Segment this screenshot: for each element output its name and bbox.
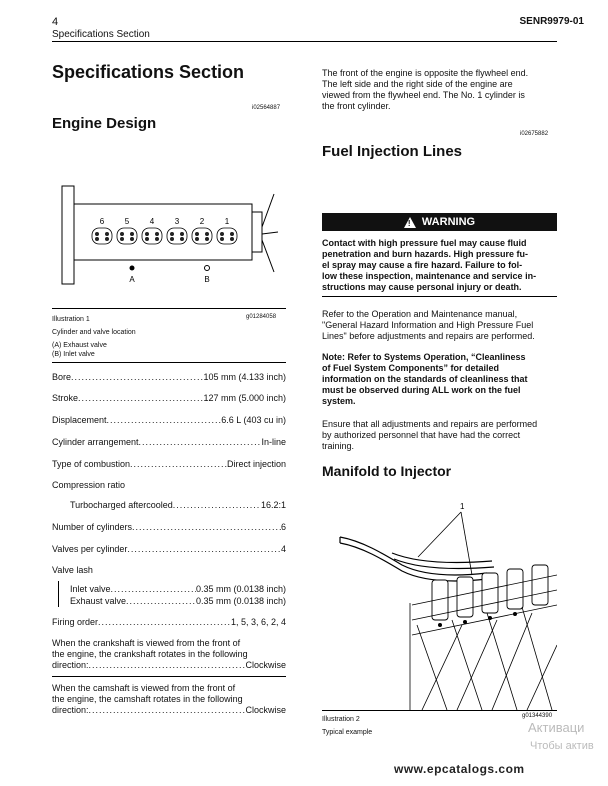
warning-line-2: penetration and burn hazards. High pressure fu- — [322, 249, 529, 259]
spec-label: direction: — [52, 705, 89, 715]
spec-value: 4 — [280, 544, 286, 554]
section-heading-manifold: Manifold to Injector — [322, 463, 452, 479]
spec-row-displacement — [52, 415, 286, 425]
spec-label: Number of cylinders — [52, 522, 133, 532]
illustration-number: Illustration 2 — [322, 716, 360, 723]
spec-row-bore — [52, 372, 286, 382]
spec-row-valves — [52, 544, 286, 554]
cylinder-diagram — [52, 172, 286, 312]
document-id: SENR9979-01 — [519, 16, 584, 27]
spec-row-inlet — [70, 584, 286, 594]
spec-row-firing — [52, 617, 286, 627]
spec-value: 6 — [280, 522, 286, 532]
spec-value: 0.35 mm (0.0138 inch) — [195, 596, 286, 606]
spec-value: Clockwise — [245, 705, 286, 715]
activation-watermark: Чтобы актив — [530, 740, 594, 752]
spec-label: Inlet valve — [70, 584, 111, 594]
cylinder-label: 1 — [224, 217, 230, 226]
spec-row-crank-direction — [52, 660, 286, 670]
illustration-code: g01344390 — [522, 713, 553, 719]
legend-b: (B) Inlet valve — [52, 351, 95, 358]
topic-id: i02564887 — [252, 105, 281, 111]
spec-label: Cylinder arrangement — [52, 437, 139, 447]
topic-id: i02675882 — [520, 131, 549, 137]
ref-line-2: "General Hazard Information and High Pressure Fuel — [322, 320, 534, 330]
spec-row-exhaust — [70, 596, 286, 606]
spec-value: 6.6 L (403 cu in) — [221, 415, 286, 425]
spec-row-stroke — [52, 393, 286, 403]
note-line-5: system. — [322, 396, 356, 406]
spec-label-compression: Compression ratio — [52, 480, 126, 490]
spec-value: Direct injection — [226, 459, 286, 469]
activation-watermark: Активаци — [528, 720, 585, 735]
manifold-illustration — [322, 495, 557, 710]
spec-row-cylinders — [52, 522, 286, 532]
warning-banner — [322, 213, 557, 231]
illustration-rule — [52, 308, 286, 309]
spec-value: 127 mm (5.000 inch) — [203, 393, 286, 403]
warning-line-5: structions may cause personal injury or death. — [322, 282, 522, 292]
note-line-1: Note: Refer to Systems Operation, “Cleanliness — [322, 352, 526, 362]
section-heading-fuel-lines: Fuel Injection Lines — [322, 143, 463, 160]
illustration-caption: Cylinder and valve location — [52, 329, 136, 336]
crank-line-2: the engine, the crankshaft rotates in the following — [52, 649, 248, 659]
note-line-4: must be observed during ALL work on the fuel — [322, 385, 521, 395]
crank-line-1: When the crankshaft is viewed from the front of — [52, 638, 241, 648]
intro-line-1: The front of the engine is opposite the flywheel end. — [322, 68, 529, 78]
spec-label: Valves per cylinder — [52, 544, 128, 554]
spec-label: Displacement — [52, 415, 107, 425]
spec-bracket — [58, 581, 59, 607]
spec-label: Bore — [52, 372, 72, 382]
spec-value: Clockwise — [245, 660, 286, 670]
callout-label: 1 — [460, 502, 465, 511]
warning-line-1: Contact with high pressure fuel may cause fluid — [322, 238, 527, 248]
spec-value: In-line — [261, 437, 286, 447]
illustration-rule — [322, 710, 557, 711]
cam-line-2: the engine, the camshaft rotates in the following — [52, 694, 243, 704]
spec-label: Stroke — [52, 393, 79, 403]
cylinder-label: 4 — [149, 217, 155, 226]
ref-line-1: Refer to the Operation and Maintenance manual, — [322, 309, 518, 319]
spec-value: 16.2:1 — [260, 500, 286, 510]
running-section-title: Specifications Section — [52, 29, 150, 40]
ref-line-3: Lines" before adjustments and repairs are performed. — [322, 331, 535, 341]
site-watermark: www.epcatalogs.com — [394, 762, 525, 776]
spec-label: Exhaust valve — [70, 596, 127, 606]
spec-row-turbo — [70, 500, 286, 510]
warning-line-3: el spray may cause a fire hazard. Failure to fol- — [322, 260, 523, 270]
illustration-code: g01284058 — [246, 314, 277, 320]
spec-label: Firing order — [52, 617, 99, 627]
spec-label: direction: — [52, 660, 89, 670]
note-line-2: of Fuel System Components” for detailed — [322, 363, 500, 373]
spec-label: Type of combustion — [52, 459, 131, 469]
illustration-number: Illustration 1 — [52, 316, 90, 323]
cylinder-label: 3 — [174, 217, 180, 226]
legend-a: (A) Exhaust valve — [52, 342, 107, 349]
section-heading-engine-design: Engine Design — [52, 115, 157, 132]
exhaust-valve-label: A — [129, 275, 135, 284]
ensure-line-3: training. — [322, 441, 355, 451]
warning-label: WARNING — [421, 216, 476, 228]
warning-icon: ! — [404, 217, 416, 228]
spec-value: 0.35 mm (0.0138 inch) — [195, 584, 286, 594]
note-line-3: information on the standards of cleanliness that — [322, 374, 528, 384]
cylinder-label: 5 — [124, 217, 130, 226]
spec-rule — [52, 676, 286, 677]
ensure-line-1: Ensure that all adjustments and repairs are performed — [322, 419, 538, 429]
page-title: Specifications Section — [52, 62, 245, 82]
cylinder-label: 2 — [199, 217, 205, 226]
spec-row-combustion — [52, 459, 286, 469]
illustration-caption: Typical example — [322, 729, 373, 736]
intro-line-2: The left side and the right side of the engine are — [322, 79, 513, 89]
spec-value: 105 mm (4.133 inch) — [203, 372, 286, 382]
illustration-rule — [52, 362, 286, 363]
cylinder-label: 6 — [99, 217, 105, 226]
header-rule — [52, 41, 557, 42]
warning-rule — [322, 296, 557, 297]
spec-row-cam-direction — [52, 705, 286, 715]
page-number: 4 — [52, 16, 59, 28]
ensure-line-2: by authorized personnel that have had the correct — [322, 430, 521, 440]
cam-line-1: When the camshaft is viewed from the front of — [52, 683, 236, 693]
warning-line-4: low these inspection, maintenance and service in- — [322, 271, 537, 281]
intro-line-4: the front cylinder. — [322, 101, 391, 111]
spec-label: Turbocharged aftercooled — [70, 500, 173, 510]
inlet-valve-label: B — [204, 275, 210, 284]
spec-row-arrangement — [52, 437, 286, 447]
spec-value: 1, 5, 3, 6, 2, 4 — [230, 617, 286, 627]
intro-line-3: viewed from the flywheel end. The No. 1 cylinder is — [322, 90, 525, 100]
spec-label-valve-lash: Valve lash — [52, 565, 93, 575]
